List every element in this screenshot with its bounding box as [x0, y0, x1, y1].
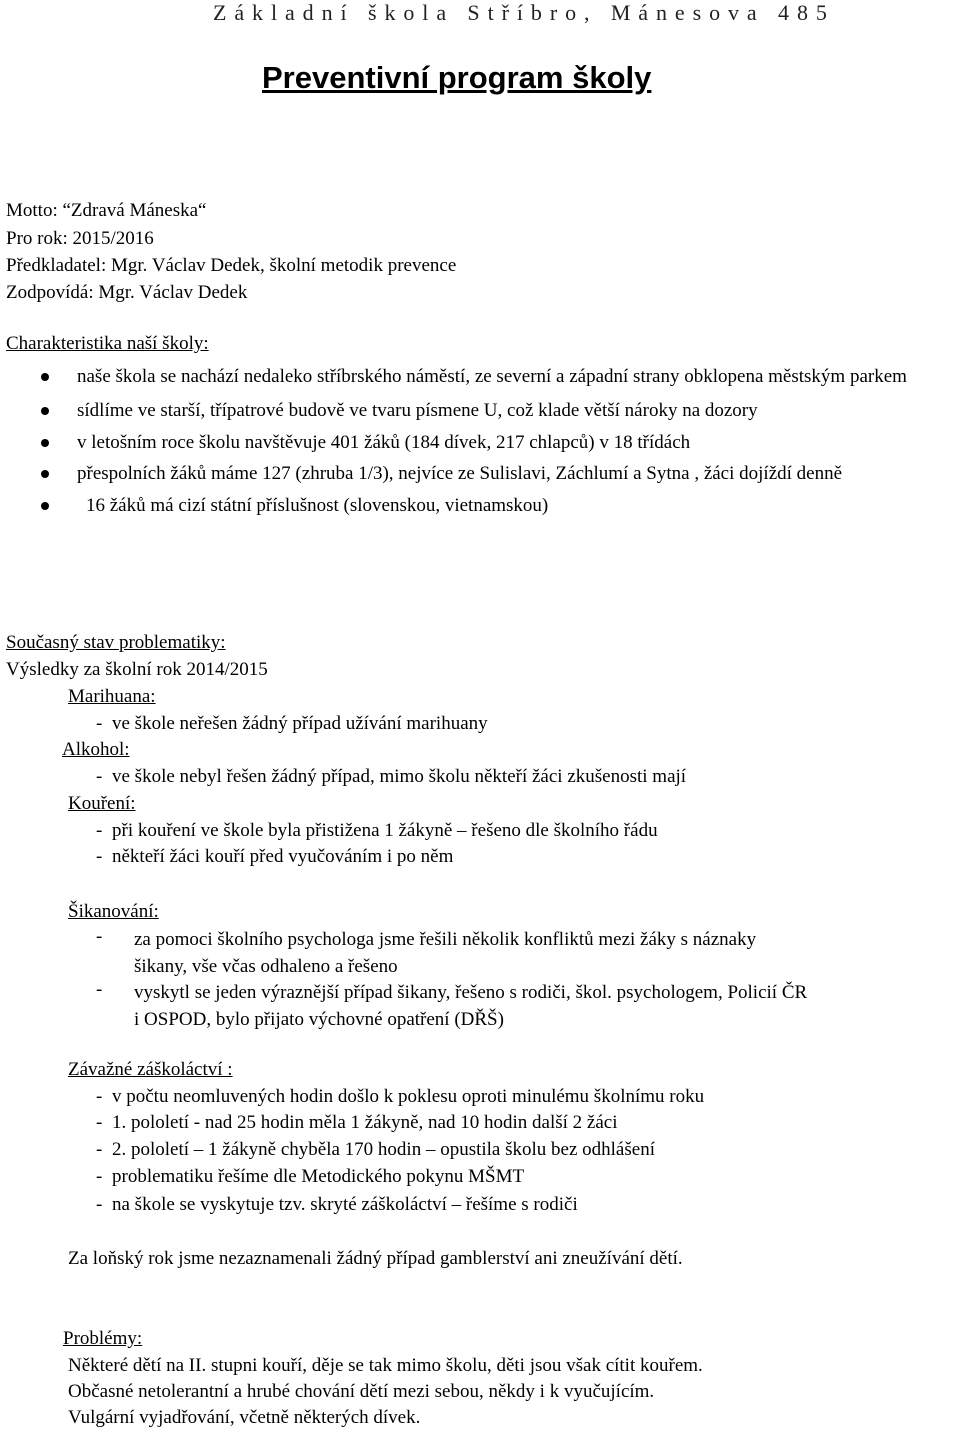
list-item: v letošním roce školu navštěvuje 401 žáků (184 dívek, 217 chlapců) v 18 třídách — [40, 429, 955, 457]
alkohol-label: Alkohol: — [62, 739, 130, 760]
meta-value: “Zdravá Máneska“ — [62, 200, 207, 221]
characteristics-list — [40, 363, 955, 520]
list-item-text: v počtu neomluvených hodin došlo k poklesu oproti minulému školnímu roku — [112, 1086, 705, 1107]
meta-responsible — [6, 282, 247, 304]
list-item-text: 2. pololetí – 1 žákyně chyběla 170 hodin – opustila školu bez odhlášení — [112, 1139, 655, 1160]
list-item: Některé dětí na II. stupni kouří, děje se tak mimo školu, děti jsou však cítit kouřem. — [68, 1355, 703, 1376]
meta-label: Zodpovídá: — [6, 282, 94, 303]
list-item: Vulgární vyjadřování, včetně některých dívek. — [68, 1407, 421, 1428]
list-item-text: i OSPOD, bylo přijato výchovné opatření (DŘŠ) — [134, 1009, 504, 1030]
list-item-text: ve škole nebyl řešen žádný případ, mimo školu někteří žáci zkušenosti mají — [112, 766, 687, 787]
list-item-text: šikany, vše včas odhaleno a řešeno — [134, 956, 398, 977]
meta-submitter — [6, 255, 456, 277]
marihuana-label: Marihuana: — [68, 686, 156, 707]
problems-label: Problémy: — [63, 1328, 143, 1349]
list-item: - někteří žáci kouří před vyučováním i po něm — [96, 846, 454, 867]
meta-value: Mgr. Václav Dedek — [98, 282, 248, 303]
characteristics-heading: Charakteristika naší školy: — [6, 333, 209, 354]
koureni-label: Kouření: — [68, 793, 136, 814]
list-item-text: vyskytl se jeden výraznější případ šikany, řešeno s rodiči, škol. psychologem, Policií ČR — [134, 982, 808, 1003]
meta-label: Předkladatel: — [6, 255, 107, 276]
list-item-text: ve škole neřešen žádný případ užívání marihuany — [112, 713, 488, 734]
list-item: naše škola se nachází nedaleko stříbrského náměstí, ze severní a západní strany obklopena městským parkem — [40, 363, 955, 391]
list-item: Občasné netolerantní a hrubé chování dětí mezi sebou, někdy i k vyučujícím. — [68, 1381, 655, 1402]
list-item: 16 žáků má cizí státní příslušnost (slovenskou, vietnamskou) — [40, 492, 955, 520]
gambling-statement: Za loňský rok jsme nezaznamenali žádný případ gamblerství ani zneužívání dětí. — [68, 1248, 683, 1269]
list-item-text: při kouření ve škole byla přistižena 1 žákyně – řešeno dle školního řádu — [112, 820, 658, 841]
meta-value: 2015/2016 — [72, 228, 154, 249]
results-heading: Výsledky za školní rok 2014/2015 — [6, 659, 268, 680]
list-item-text: 1. pololetí - nad 25 hodin měla 1 žákyně, nad 10 hodin další 2 žáci — [112, 1112, 618, 1133]
list-item: - problematiku řešíme dle Metodického pokynu MŠMT — [96, 1166, 525, 1187]
meta-value: Mgr. Václav Dedek, školní metodik prevence — [111, 255, 457, 276]
list-item-text: na škole se vyskytuje tzv. skryté záškoláctví – řešíme s rodiči — [112, 1194, 578, 1215]
document-title: Preventivní program školy — [262, 60, 652, 95]
list-item-text: někteří žáci kouří před vyučováním i po něm — [112, 846, 454, 867]
list-item: - na škole se vyskytuje tzv. skryté záškoláctví – řešíme s rodiči — [96, 1194, 578, 1215]
list-item: - 2. pololetí – 1 žákyně chyběla 170 hodin – opustila školu bez odhlášení — [96, 1139, 655, 1160]
list-item: - při kouření ve škole byla přistižena 1 žákyně – řešeno dle školního řádu — [96, 820, 658, 841]
list-item: přespolních žáků máme 127 (zhruba 1/3), nejvíce ze Sulislavi, Záchlumí a Sytna , žáci dojíždí denně — [40, 460, 955, 488]
current-state-heading — [6, 632, 226, 654]
list-item: - ve škole neřešen žádný případ užívání marihuany — [96, 713, 488, 734]
document-header: Základní škola Stříbro, Mánesova 485 — [213, 0, 835, 25]
meta-motto — [6, 200, 207, 222]
list-item-text: problematiku řešíme dle Metodického pokynu MŠMT — [112, 1166, 525, 1187]
list-item: sídlíme ve starší, třípatrové budově ve tvaru písmene U, což klade větší nároky na dozory — [40, 397, 955, 425]
meta-year — [6, 228, 154, 250]
zaskolactvi-label: Závažné záškoláctví : — [68, 1059, 233, 1080]
meta-label: Pro rok: — [6, 228, 68, 249]
current-state-heading-b: problematiky: — [118, 632, 226, 653]
list-item: - 1. pololetí - nad 25 hodin měla 1 žákyně, nad 10 hodin další 2 žáci — [96, 1112, 618, 1133]
current-state-heading-a: Současný stav — [6, 632, 119, 653]
list-item: - ve škole nebyl řešen žádný případ, mimo školu někteří žáci zkušenosti mají — [96, 766, 687, 787]
meta-label: Motto: — [6, 200, 58, 221]
sikanovani-label: Šikanování: — [68, 901, 159, 922]
list-item-text: za pomoci školního psychologa jsme řešili několik konfliktů mezi žáky s náznaky — [134, 929, 757, 950]
list-item: - v počtu neomluvených hodin došlo k poklesu oproti minulému školnímu roku — [96, 1086, 705, 1107]
